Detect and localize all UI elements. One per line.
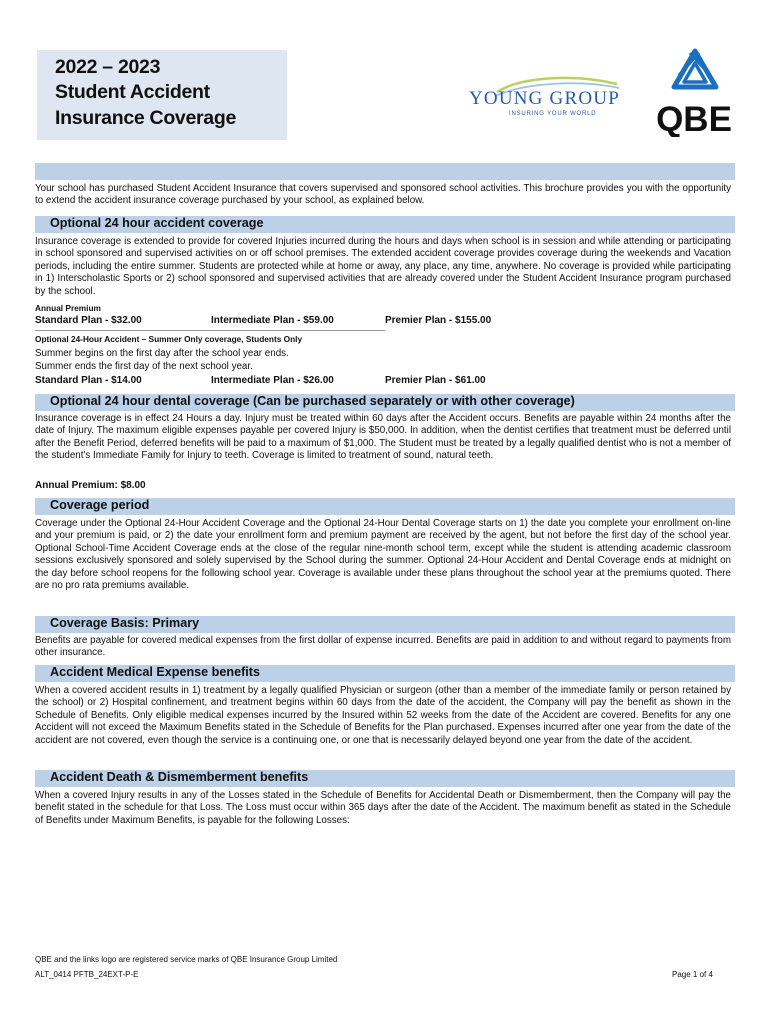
section-period-body: Coverage under the Optional 24-Hour Accident Coverage and the Optional 24-Hour Dental Coverage starts on 1) the date you complete your enrollment on-line and your premium is paid, or 2) the date your enrollment form and premium payment are received by the agent, but not before the first day of the school year. Optional School-Time Accident Coverage ends at the close of the regular nine-month school term, except while the student is attending academic classroom sessions exclusively sponsored and solely supervised by the School during the summer. Optional 24-Hour Accident and Dental Coverage ends at midnight on the day before school reopens for the following school year. Coverage is available under these plans throughout the school year at the premiums quoted. There are no pro rata premiums available.	[35, 518, 731, 592]
section-basis-title: Coverage Basis: Primary	[50, 616, 200, 630]
top-divider-band	[35, 163, 735, 180]
section-medical-title: Accident Medical Expense benefits	[50, 665, 260, 679]
young-group-name: YOUNG GROUP	[469, 88, 620, 109]
section-24hr-title: Optional 24 hour accident coverage	[50, 216, 264, 230]
title-year: 2022 – 2023	[55, 56, 161, 78]
section-period-heading	[35, 498, 735, 515]
summer-begins-text: Summer begins on the first day after the school year ends.	[35, 348, 289, 359]
premier-plan-price: Premier Plan - $155.00	[385, 315, 492, 326]
section-basis-body: Benefits are payable for covered medical expenses from the first dollar of expense incurred. Benefits are paid in addition to and without regard to payments from other insurance.	[35, 635, 731, 659]
section-period-title: Coverage period	[50, 498, 150, 512]
dental-annual-premium: Annual Premium: $8.00	[35, 480, 146, 491]
section-24hr-heading	[35, 216, 735, 233]
footer-trademark: QBE and the links logo are registered service marks of QBE Insurance Group Limited	[35, 955, 338, 964]
section-basis-heading	[35, 616, 735, 633]
qbe-links-icon	[674, 51, 716, 87]
young-group-logo	[467, 70, 639, 120]
section-medical-body: When a covered accident results in 1) treatment by a legally qualified Physician or surgeon (other than a member of the immediate family or person retained by the school) or 2) Hospital confinement, and treatment begins within 60 days from the date of the accident, the Company will pay the benefit as shown in the Schedule of Benefits. Only eligible medical expenses incurred by the Insured within 52 weeks from the date of the Accident are covered. Benefits for any one Accident will not exceed the Maximum Benefits stated in the Schedule of Benefits for the Plan purchased. Expenses incurred after one year from the date of the accident are not covered, even though the service is a continuing one, or one that is necessarily delayed beyond one year from the date of the accident.	[35, 685, 731, 746]
plan-divider	[35, 330, 385, 331]
intermediate-plan-price: Intermediate Plan - $59.00	[211, 315, 334, 326]
annual-premium-label: Annual Premium	[35, 303, 101, 313]
title-block	[37, 50, 287, 140]
standard-plan-price: Standard Plan - $32.00	[35, 315, 142, 326]
section-medical-heading	[35, 665, 735, 682]
intro-text: Your school has purchased Student Accident Insurance that covers supervised and sponsored school activities. This brochure provides you with the opportunity to extend the accident insurance coverage purchased by your school, as explained below.	[35, 183, 731, 207]
summer-intermediate-price: Intermediate Plan - $26.00	[211, 375, 334, 386]
section-death-heading	[35, 770, 735, 787]
section-dental-body: Insurance coverage is in effect 24 Hours a day. Injury must be treated within 60 days after the Accident occurs. Benefits are payable within 24 months after the date of Injury. The maximum eligible expenses payable per covered Injury is $50,000. In addition, when the dentist certifies that treatment must be deferred until after the Benefit Period, deferred benefits will be paid to a maximum of $1,000. The Student must be treated by a legally qualified dentist who is not a member of the student's Immediate Family for Injury to teeth. Coverage is limited to treatment of sound, natural teeth.	[35, 413, 731, 462]
qbe-wordmark: QBE	[656, 100, 732, 137]
summer-ends-text: Summer ends the first day of the next school year.	[35, 361, 253, 372]
qbe-logo	[654, 45, 736, 137]
summer-standard-price: Standard Plan - $14.00	[35, 375, 142, 386]
section-24hr-body: Insurance coverage is extended to provide for covered Injuries incurred during the hours and days when school is in session and while attending or participating in school sponsored and supervised activities on or off school premises. The extended accident coverage provides coverage during the weekends and Vacation periods, including the entire summer. Students are protected while at home or away, any place, any time, anywhere. No coverage is provided while participating in 1) Interscholastic Sports or 2) school sponsored and supervised activities that are already covered under the Student Accident Insurance program purchased by the school.	[35, 236, 731, 297]
footer-code: ALT_0414 PFTB_24EXT-P-E	[35, 970, 139, 979]
title-line-3: Insurance Coverage	[55, 107, 237, 129]
young-group-tagline: INSURING YOUR WORLD	[509, 111, 597, 117]
footer-page-number: Page 1 of 4	[672, 970, 713, 979]
title-line-2: Student Accident	[55, 81, 210, 103]
section-death-title: Accident Death & Dismemberment benefits	[50, 770, 309, 784]
section-dental-heading	[35, 394, 735, 411]
section-dental-title: Optional 24 hour dental coverage (Can be purchased separately or with other coverage)	[50, 394, 575, 408]
summer-coverage-label: Optional 24-Hour Accident – Summer Only coverage, Students Only	[35, 334, 303, 344]
section-death-body: When a covered Injury results in any of the Losses stated in the Schedule of Benefits for Accidental Death or Dismemberment, then the Company will pay the benefit stated in the schedule for that Loss. The Loss must occur within 365 days after the date of the Accident. The maximum benefit as stated in the Schedule of Benefits under Maximum Benefits, is payable for the following Losses:	[35, 790, 731, 826]
summer-premier-price: Premier Plan - $61.00	[385, 375, 486, 386]
